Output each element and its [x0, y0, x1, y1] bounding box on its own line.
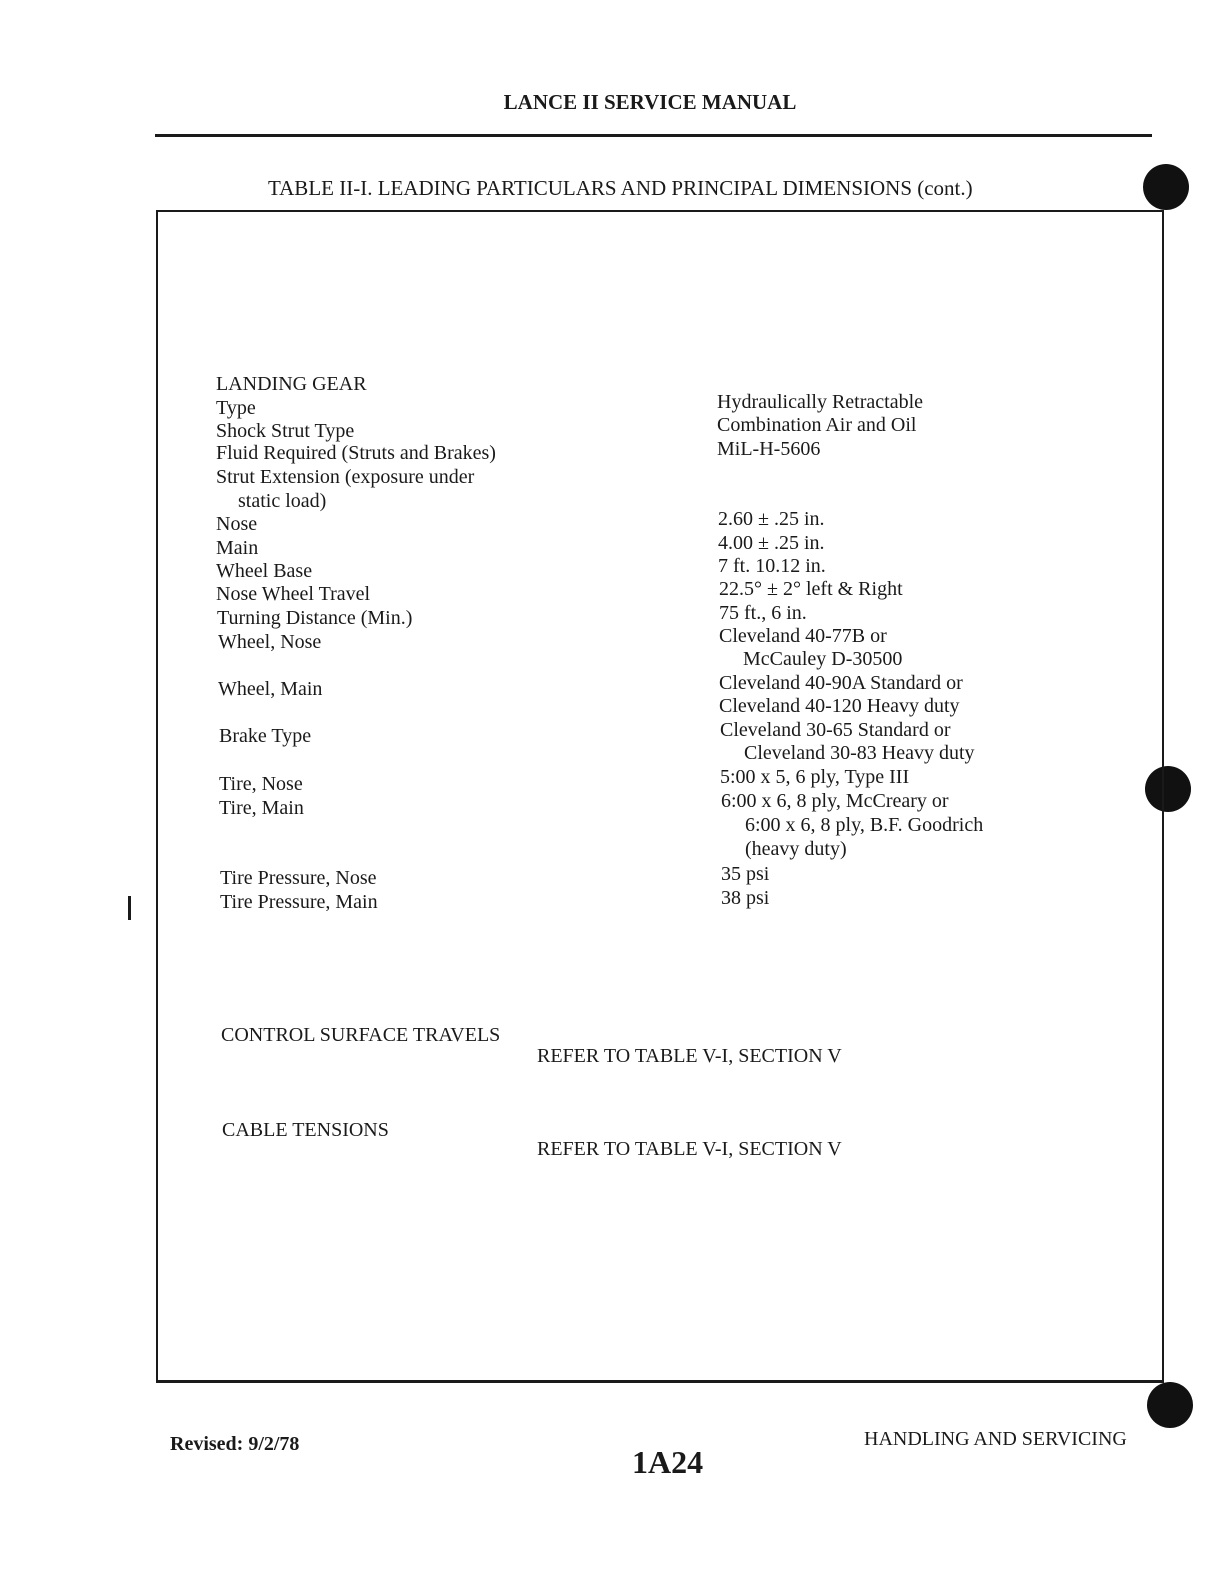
value-tire-main-3: (heavy duty)	[745, 838, 847, 860]
label-tire-nose: Tire, Nose	[219, 773, 303, 795]
value-wheel-main-1: Cleveland 40-90A Standard or	[719, 672, 963, 694]
label-shock-strut-type: Shock Strut Type	[216, 420, 355, 442]
control-surface-value: REFER TO TABLE V-I, SECTION V	[537, 1045, 842, 1067]
label-tire-main: Tire, Main	[219, 797, 304, 819]
change-bar	[128, 896, 131, 920]
label-main: Main	[216, 537, 259, 559]
table-title: TABLE II-I. LEADING PARTICULARS AND PRINCIPAL DIMENSIONS (cont.)	[268, 176, 973, 200]
label-wheel-nose: Wheel, Nose	[218, 631, 322, 653]
page-header: LANCE II SERVICE MANUAL	[503, 90, 797, 114]
value-wheel-nose-2: McCauley D-30500	[743, 648, 903, 670]
label-type: Type	[216, 397, 256, 419]
label-turning-distance: Turning Distance (Min.)	[217, 607, 413, 629]
cable-tensions-value: REFER TO TABLE V-I, SECTION V	[537, 1138, 842, 1160]
value-brake-type-1: Cleveland 30-65 Standard or	[720, 719, 951, 741]
value-wheel-main-2: Cleveland 40-120 Heavy duty	[719, 695, 960, 717]
value-wheel-nose-1: Cleveland 40-77B or	[719, 625, 887, 647]
value-tire-main-1: 6:00 x 6, 8 ply, McCreary or	[721, 790, 949, 812]
section-name: HANDLING AND SERVICING	[864, 1428, 1127, 1450]
value-nose: 2.60 ± .25 in.	[718, 508, 825, 530]
value-tire-nose: 5:00 x 5, 6 ply, Type III	[720, 766, 910, 788]
label-nose-wheel-travel: Nose Wheel Travel	[216, 583, 371, 605]
value-turning-distance: 75 ft., 6 in.	[719, 602, 807, 624]
header-rule	[155, 134, 1152, 137]
value-nose-wheel-travel: 22.5° ± 2° left & Right	[719, 578, 903, 600]
value-main: 4.00 ± .25 in.	[718, 532, 825, 554]
label-nose: Nose	[216, 513, 258, 535]
value-fluid-required: MiL-H-5606	[717, 438, 821, 460]
punch-hole-bottom	[1147, 1382, 1193, 1428]
label-brake-type: Brake Type	[219, 725, 312, 747]
label-static-load: static load)	[238, 490, 327, 512]
page-number: 1A24	[632, 1444, 704, 1480]
value-tire-pressure-main: 38 psi	[721, 887, 770, 909]
value-tire-pressure-nose: 35 psi	[721, 863, 770, 885]
label-tire-pressure-nose: Tire Pressure, Nose	[220, 867, 377, 889]
punch-hole-top	[1143, 164, 1189, 210]
label-wheel-base: Wheel Base	[216, 560, 313, 582]
value-shock-strut-type: Combination Air and Oil	[717, 414, 917, 436]
label-strut-extension: Strut Extension (exposure under	[216, 466, 475, 488]
control-surface-label: CONTROL SURFACE TRAVELS	[221, 1024, 501, 1046]
value-type: Hydraulically Retractable	[717, 391, 924, 413]
label-wheel-main: Wheel, Main	[218, 678, 323, 700]
label-fluid-required: Fluid Required (Struts and Brakes)	[216, 442, 496, 464]
revised-date: Revised: 9/2/78	[170, 1433, 300, 1455]
value-wheel-base: 7 ft. 10.12 in.	[718, 555, 826, 577]
value-tire-main-2: 6:00 x 6, 8 ply, B.F. Goodrich	[745, 814, 984, 836]
cable-tensions-label: CABLE TENSIONS	[222, 1119, 389, 1141]
label-tire-pressure-main: Tire Pressure, Main	[220, 891, 378, 913]
landing-gear-heading: LANDING GEAR	[216, 373, 367, 395]
value-brake-type-2: Cleveland 30-83 Heavy duty	[744, 742, 975, 764]
